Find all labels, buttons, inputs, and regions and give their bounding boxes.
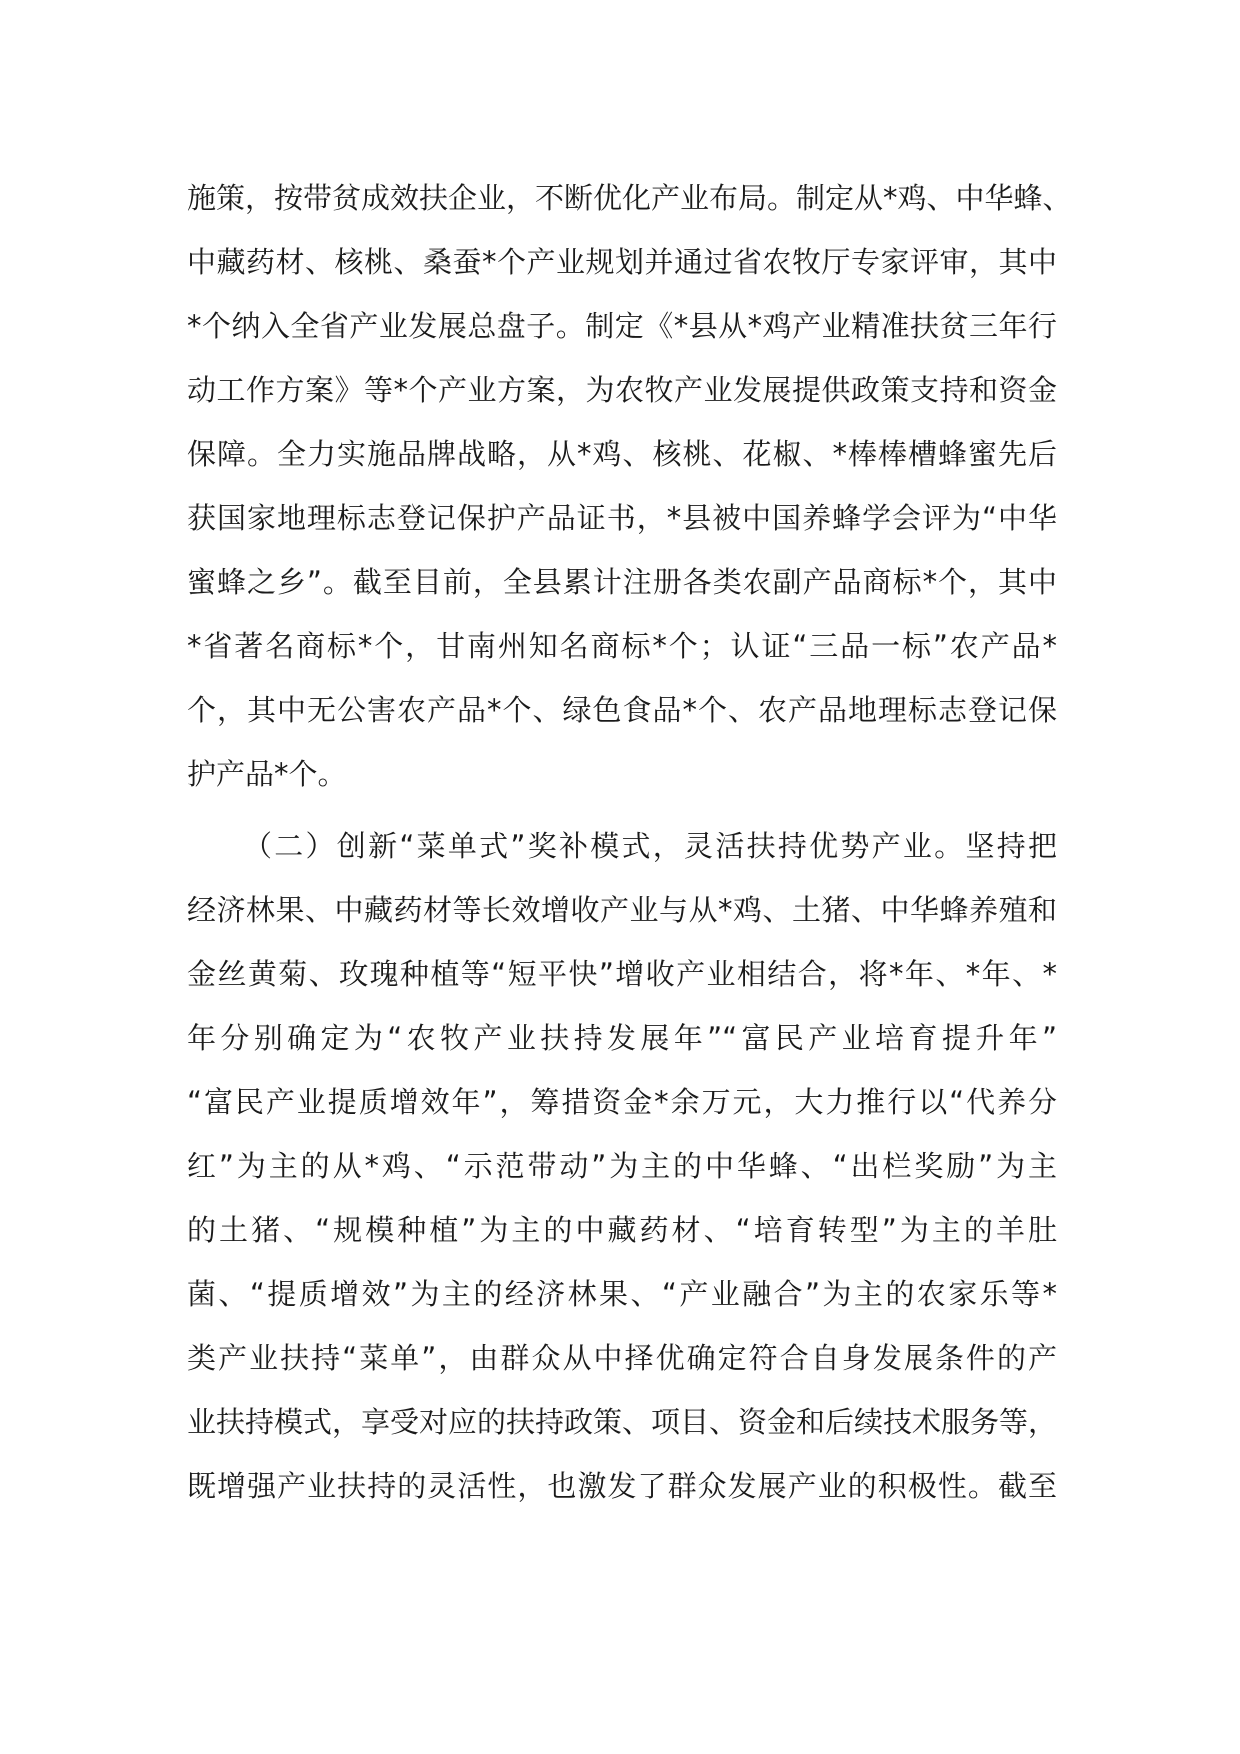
paragraph-1 [187,166,1072,806]
text-line: 中藏药材、核桃、桑蚕*个产业规划并通过省农牧厅专家评审，其中 [187,245,1057,279]
text-line: 业扶持模式，享受对应的扶持政策、项目、资金和后续技术服务等， [187,1405,1058,1439]
text-line: 菌、“提质增效”为主的经济林果、“产业融合”为主的农家乐等* [187,1277,1057,1311]
text-line: 蜜蜂之乡”。截至目前，全县累计注册各类农副产品商标*个，其中 [187,565,1057,599]
text-line: 个，其中无公害农产品*个、绿色食品*个、农产品地理标志登记保 [187,693,1057,727]
text-line: *省著名商标*个，甘南州知名商标*个；认证“三品一标”农产品* [187,629,1057,663]
text-line: 的土猪、“规模种植”为主的中藏药材、“培育转型”为主的羊肚 [187,1213,1057,1247]
text-line: 施策，按带贫成效扶企业，不断优化产业布局。制定从*鸡、中华蜂、 [187,181,1072,215]
text-line: 动工作方案》等*个产业方案，为农牧产业发展提供政策支持和资金 [187,373,1057,407]
text-line: 既增强产业扶持的灵活性，也激发了群众发展产业的积极性。截至 [187,1469,1057,1503]
text-line: “富民产业提质增效年”，筹措资金*余万元，大力推行以“代养分 [187,1085,1057,1119]
section-heading-line: （二）创新“菜单式”奖补模式，灵活扶持优势产业。坚持把 [243,829,1057,863]
text-line: 金丝黄菊、玫瑰种植等“短平快”增收产业相结合，将*年、*年、* [187,957,1057,991]
paragraph-2 [187,814,1057,1518]
text-line: 获国家地理标志登记保护产品证书，*县被中国养蜂学会评为“中华 [187,501,1057,535]
text-line: *个纳入全省产业发展总盘子。制定《*县从*鸡产业精准扶贫三年行 [187,309,1057,343]
text-line: 保障。全力实施品牌战略，从*鸡、核桃、花椒、*棒棒槽蜂蜜先后 [187,437,1057,471]
text-line: 经济林果、中藏药材等长效增收产业与从*鸡、土猪、中华蜂养殖和 [187,893,1057,927]
text-line: 类产业扶持“菜单”，由群众从中择优确定符合自身发展条件的产 [187,1341,1057,1375]
text-line: 年分别确定为“农牧产业扶持发展年”“富民产业培育提升年” [187,1021,1057,1055]
text-line: 护产品*个。 [187,757,347,791]
text-line: 红”为主的从*鸡、“示范带动”为主的中华蜂、“出栏奖励”为主 [187,1149,1057,1183]
